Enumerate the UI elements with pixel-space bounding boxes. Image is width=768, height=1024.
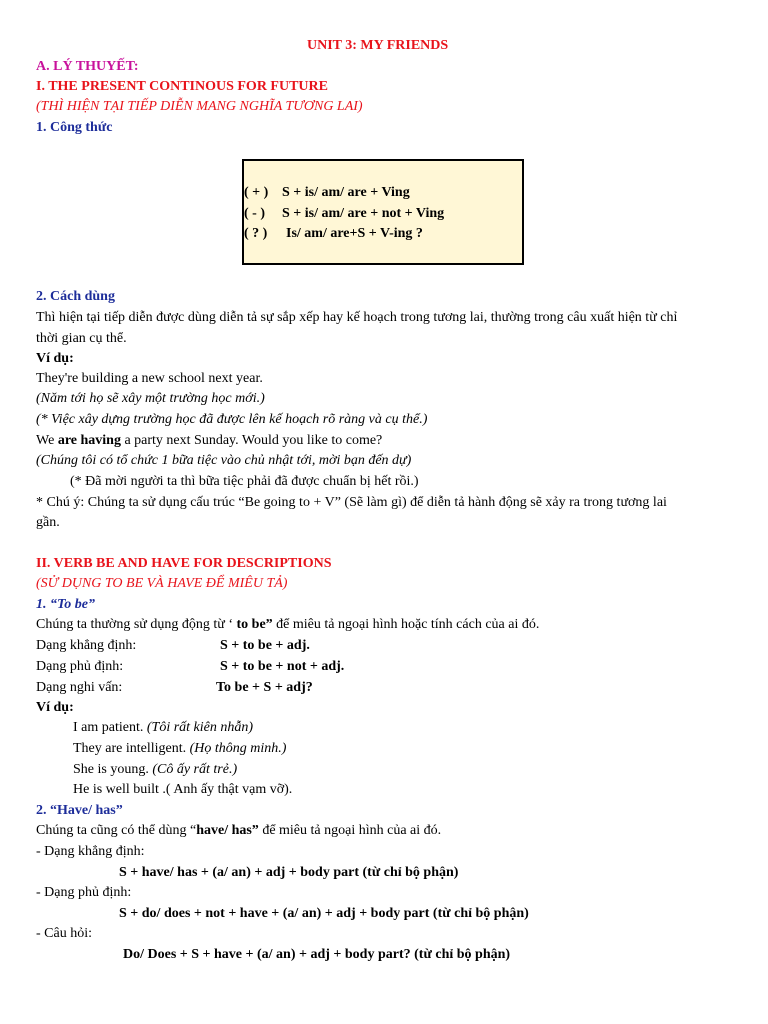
form-question: Dạng nghi vấn: To be + S + adj? [36, 680, 313, 695]
formula-positive: ( + ) S + is/ am/ are + Ving [244, 185, 410, 200]
have-heading: 2. “Have/ has” [36, 803, 123, 818]
form-affirmative: Dạng khẳng định: S + to be + adj. [36, 638, 310, 653]
example-2-translation: (Chúng tôi có tổ chức 1 bữa tiệc vào chủ nhật tới, mời bạn đến dự) [36, 453, 412, 468]
formula-negative: ( - ) S + is/ am/ are + not + Ving [244, 206, 445, 221]
have-affirmative-formula: S + have/ has + (a/ an) + adj + body part (từ chỉ bộ phận) [119, 865, 459, 880]
tobe-example-4: He is well built .( Anh ấy thật vạm vỡ). [73, 782, 293, 797]
part2-heading: II. VERB BE AND HAVE FOR DESCRIPTIONS [36, 556, 332, 571]
note-line-1: * Chú ý: Chúng ta sử dụng cấu trúc “Be going to + V” (Sẽ làm gì) để diễn tả hành động sẽ xảy ra trong tương lai [36, 495, 667, 510]
example-label-2: Ví dụ: [36, 700, 74, 715]
tobe-example-1: I am patient. (Tôi rất kiên nhẫn) [73, 720, 254, 735]
tobe-heading: 1. “To be” [36, 597, 95, 612]
example-label: Ví dụ: [36, 351, 74, 366]
form-negative: Dạng phủ định: S + to be + not + adj. [36, 659, 345, 674]
example-2: We are having a party next Sunday. Would you like to come? [36, 433, 383, 448]
usage-heading: 2. Cách dùng [36, 289, 115, 304]
have-intro: Chúng ta cũng có thể dùng “have/ has” để miêu tả ngoại hình của ai đó. [36, 823, 442, 838]
tobe-example-3: She is young. (Cô ấy rất trẻ.) [73, 762, 238, 777]
part1-subheading: (THÌ HIỆN TẠI TIẾP DIỄN MANG NGHĨA TƯƠNG LAI) [36, 99, 363, 114]
have-question-formula: Do/ Does + S + have + (a/ an) + adj + body part? (từ chỉ bộ phận) [123, 947, 511, 962]
section-a-heading: A. LÝ THUYẾT: [36, 59, 139, 74]
example-1: They're building a new school next year. [36, 371, 263, 386]
note-line-2: gần. [36, 515, 60, 530]
example-2-note: (* Đã mời người ta thì bữa tiệc phải đã được chuẩn bị hết rồi.) [70, 474, 419, 489]
example-1-note: (* Việc xây dựng trường học đã được lên kế hoạch rõ ràng và cụ thể.) [36, 412, 428, 427]
unit-title: UNIT 3: MY FRIENDS [307, 38, 449, 53]
part1-heading: I. THE PRESENT CONTINOUS FOR FUTURE [36, 79, 328, 94]
formula-heading: 1. Công thức [36, 120, 113, 135]
tobe-intro: Chúng ta thường sử dụng động từ ‘ to be” để miêu tả ngoại hình hoặc tính cách của ai đó. [36, 617, 540, 632]
have-question-label: - Câu hỏi: [36, 926, 92, 941]
part2-subheading: (SỬ DỤNG TO BE VÀ HAVE ĐỂ MIÊU TẢ) [36, 576, 288, 591]
have-negative-label: - Dạng phủ định: [36, 885, 132, 900]
have-negative-formula: S + do/ does + not + have + (a/ an) + adj + body part (từ chỉ bộ phận) [119, 906, 529, 921]
tobe-example-2: They are intelligent. (Họ thông minh.) [73, 741, 287, 756]
formula-question: ( ? ) Is/ am/ are+S + V-ing ? [244, 226, 423, 241]
have-affirmative-label: - Dạng khẳng định: [36, 844, 145, 859]
usage-text-1: Thì hiện tại tiếp diễn được dùng diễn tả sự sắp xếp hay kế hoạch trong tương lai, thường trong câu xuất hiện từ chỉ [36, 310, 678, 325]
example-1-translation: (Năm tới họ sẽ xây một trường học mới.) [36, 391, 265, 406]
formula-box [242, 159, 524, 265]
usage-text-2: thời gian cụ thể. [36, 331, 127, 346]
